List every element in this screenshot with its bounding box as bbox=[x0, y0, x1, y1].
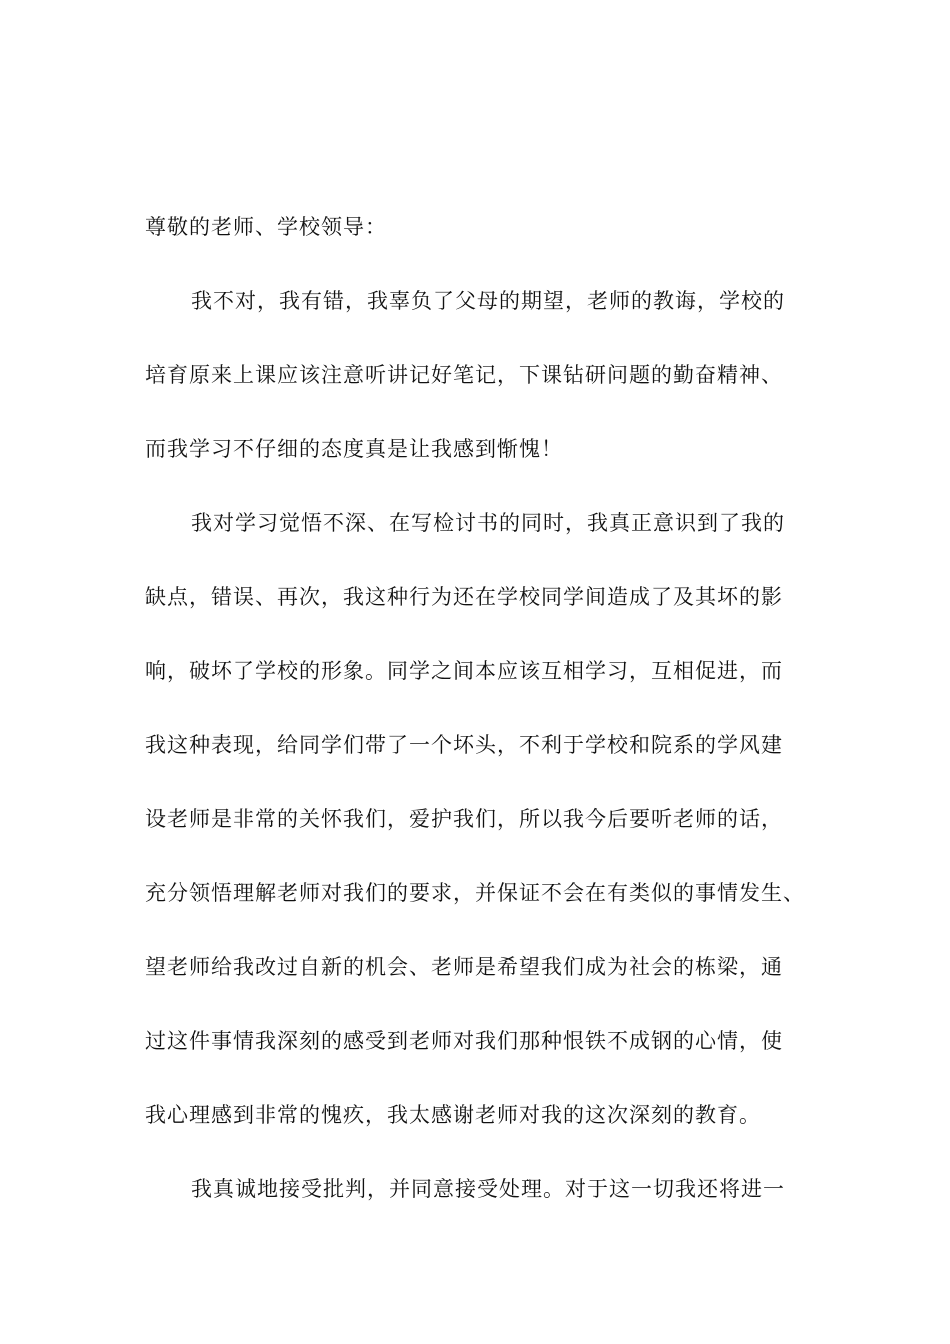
paragraph-2-line-4: 我这种表现，给同学们带了一个坏头，不利于学校和院系的学风建 bbox=[145, 733, 783, 757]
paragraph-2-line-7: 望老师给我改过自新的机会、老师是希望我们成为社会的栋梁，通 bbox=[145, 955, 783, 979]
paragraph-2-line-9: 我心理感到非常的愧疚，我太感谢老师对我的这次深刻的教育。 bbox=[145, 1103, 761, 1127]
paragraph-2-line-5: 设老师是非常的关怀我们，爱护我们，所以我今后要听老师的话， bbox=[145, 807, 783, 831]
paragraph-2-line-2: 缺点，错误、再次，我这种行为还在学校同学间造成了及其坏的影 bbox=[145, 585, 783, 609]
paragraph-2-line-6: 充分领悟理解老师对我们的要求，并保证不会在有类似的事情发生、 bbox=[145, 881, 805, 905]
paragraph-1-line-3: 而我学习不仔细的态度真是让我感到惭愧！ bbox=[145, 437, 563, 461]
paragraph-2-line-3: 响，破坏了学校的形象。同学之间本应该互相学习，互相促进，而 bbox=[145, 659, 783, 683]
paragraph-3-line-1: 我真诚地接受批判，并同意接受处理。对于这一切我还将进一 bbox=[191, 1177, 785, 1201]
salutation: 尊敬的老师、学校领导： bbox=[145, 215, 387, 239]
paragraph-1-line-2: 培育原来上课应该注意听讲记好笔记，下课钻研问题的勤奋精神、 bbox=[145, 363, 783, 387]
paragraph-2-line-8: 过这件事情我深刻的感受到老师对我们那种恨铁不成钢的心情，使 bbox=[145, 1029, 783, 1053]
paragraph-1-line-1: 我不对，我有错，我辜负了父母的期望，老师的教诲，学校的 bbox=[191, 289, 785, 313]
paragraph-2-line-1: 我对学习觉悟不深、在写检讨书的同时，我真正意识到了我的 bbox=[191, 511, 785, 535]
